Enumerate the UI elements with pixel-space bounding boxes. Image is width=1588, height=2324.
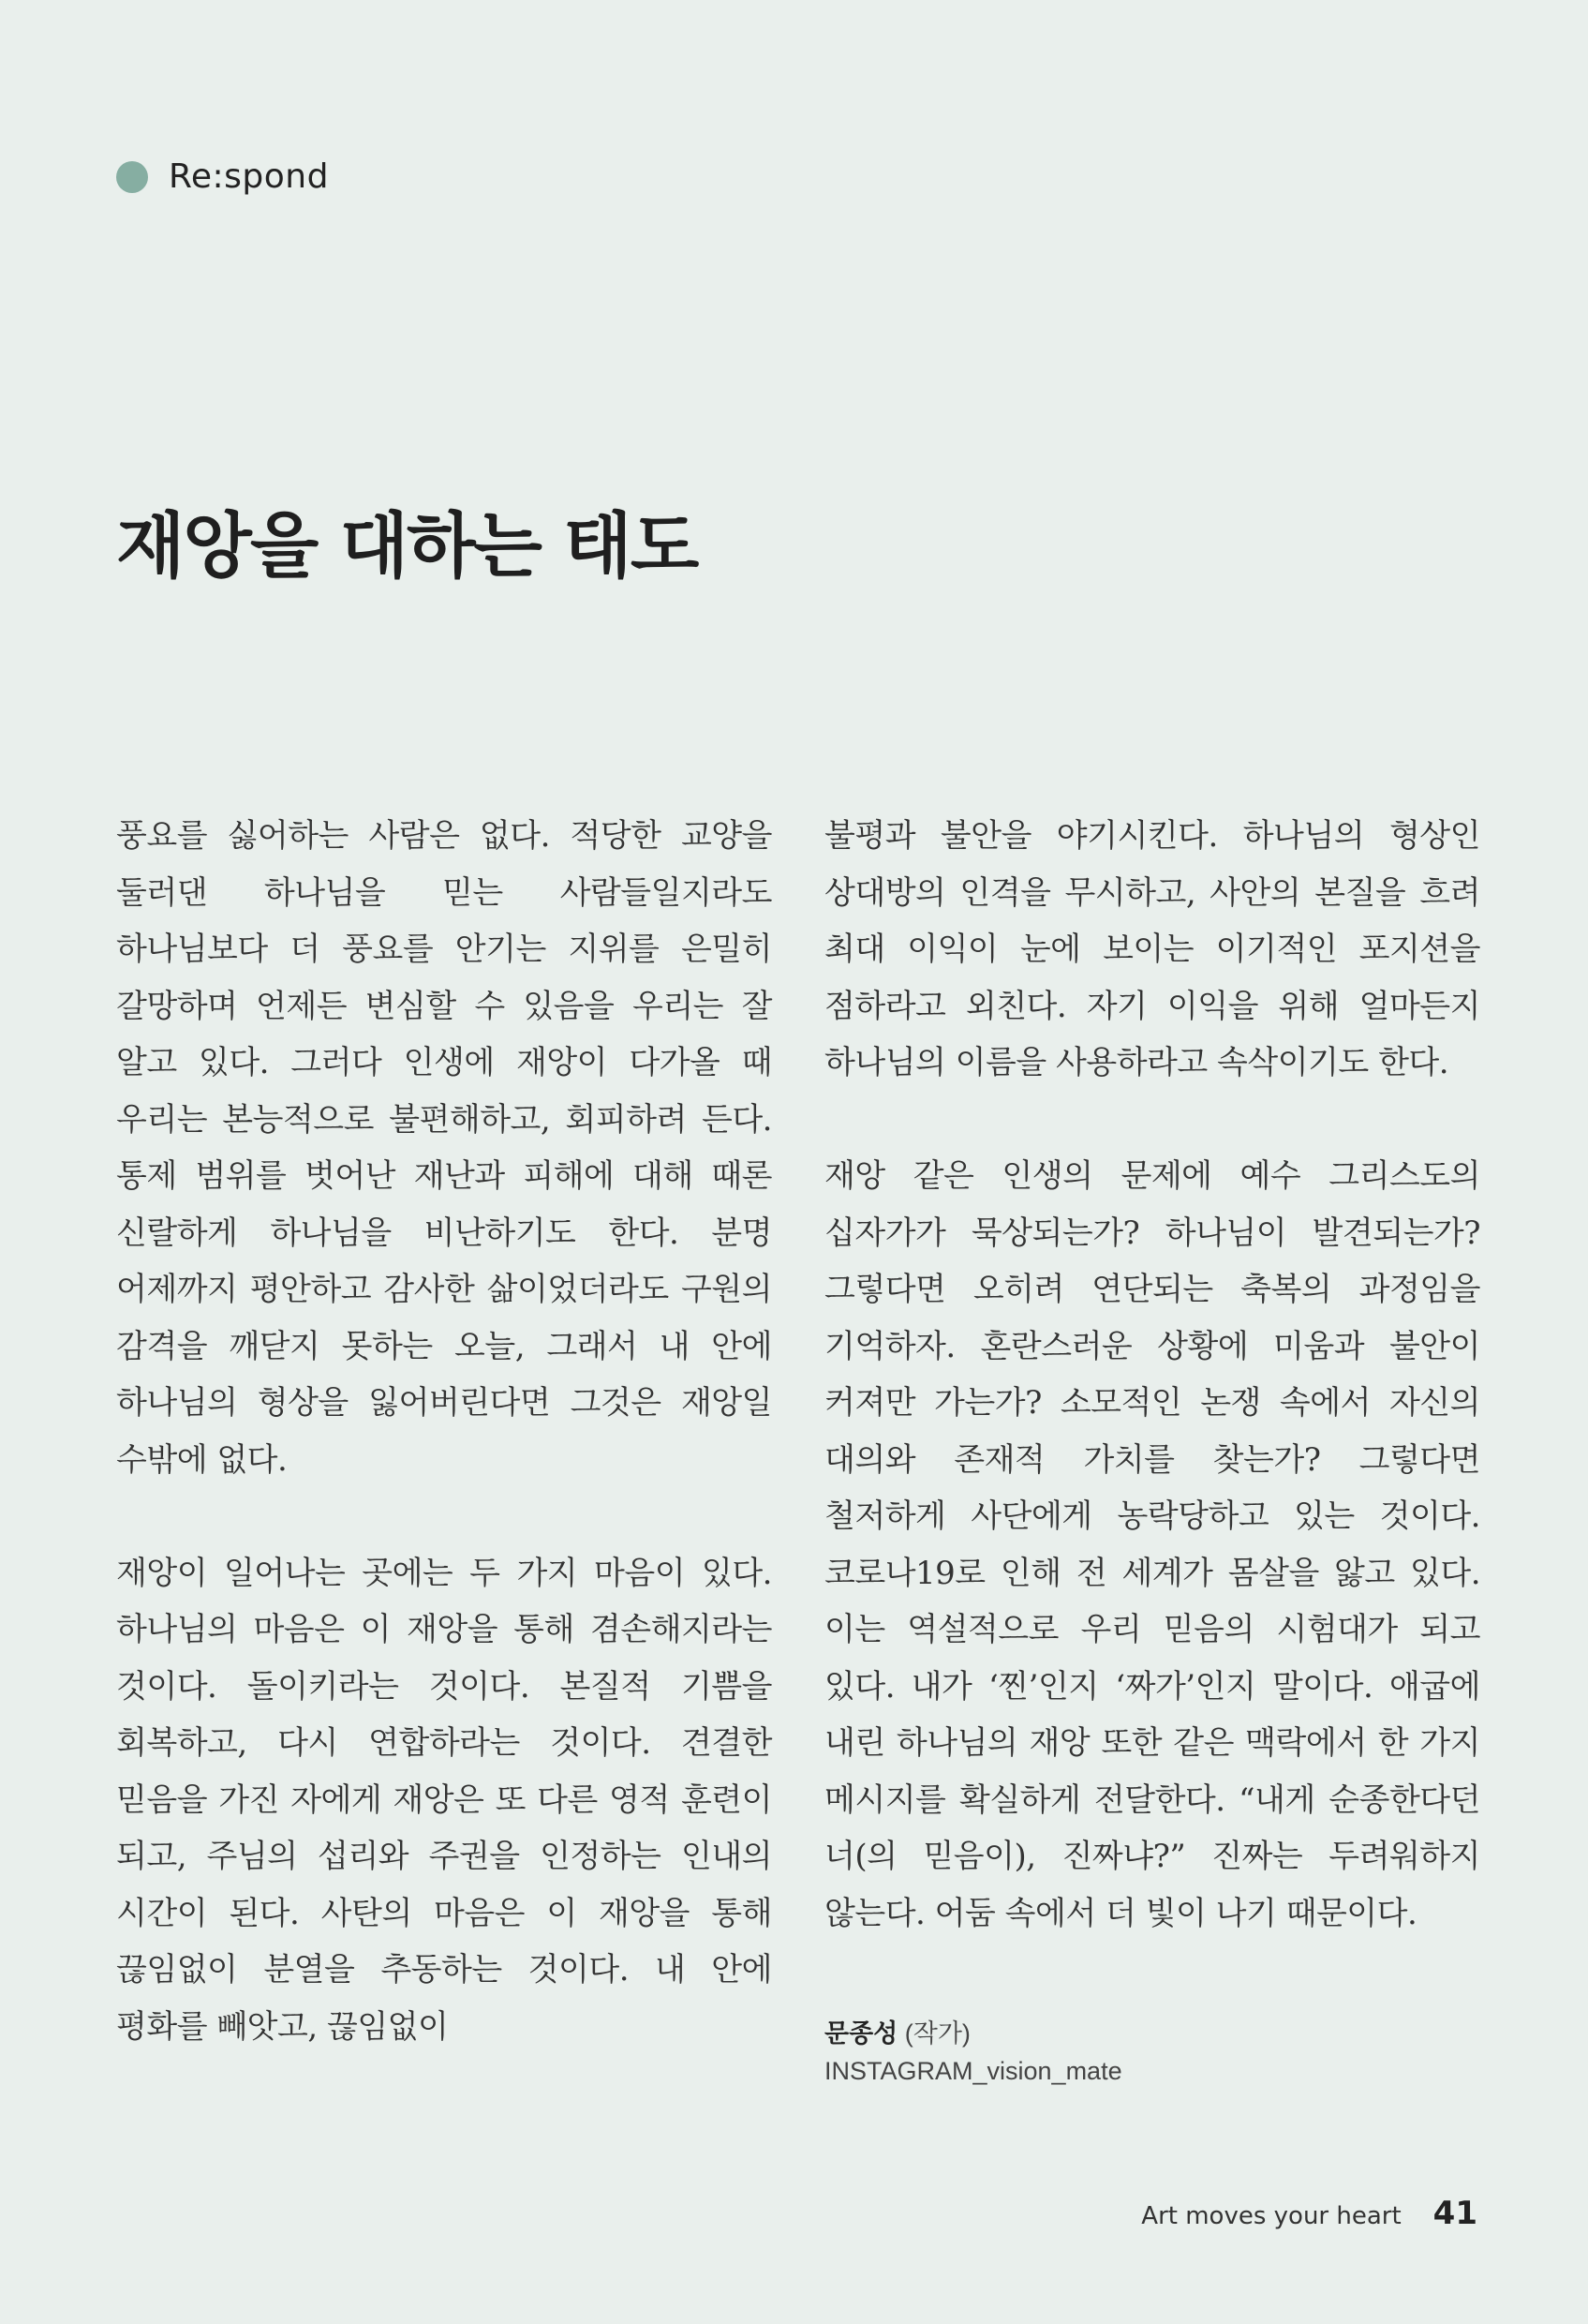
paragraph: 풍요를 싫어하는 사람은 없다. 적당한 교양을 둘러댄 하나님을 믿는 사람들일지라도 하나님보다 더 풍요를 안기는 지위를 은밀히 갈망하며 언제든 변심할 수 있음을 우리는 잘 알고 있다. 그러다 인생에 재앙이 다가올 때 우리는 본능적으로 불편해하고, 회피하려 든다. 통제 범위를 벗어난 재난과 피해에 대해 때론 신랄하게 하나님을 비난하기도 한다. 분명 어제까지 평안하고 감사한 삶이었더라도 구원의 감격을 깨닫지 못하는 오늘, 그래서 내 안에 하나님의 형상을 잃어버린다면 그것은 재앙일 수밖에 없다.	[116, 817, 772, 1479]
section-label: Re:spond	[169, 157, 329, 196]
author-instagram: INSTAGRAM_vision_mate	[824, 2057, 1122, 2085]
author-name: 문종성	[824, 2019, 898, 2048]
left-column	[116, 808, 772, 2055]
paragraph: 재앙 같은 인생의 문제에 예수 그리스도의 십자가가 묵상되는가? 하나님이 발견되는가? 그렇다면 오히려 연단되는 축복의 과정임을 기억하자. 혼란스러운 상황에 미움과 불안이 커져만 가는가? 소모적인 논쟁 속에서 자신의 대의와 존재적 가치를 찾는가? 그렇다면 철저하게 사단에게 농락당하고 있는 것이다. 코로나19로 인해 전 세계가 몸살을 앓고 있다. 이는 역설적으로 우리 믿음의 시험대가 되고 있다. 내가 ‘찐’인지 ‘짜가’인지 말이다. 애굽에 내린 하나님의 재앙 또한 같은 맥락에서 한 가지 메시지를 확실하게 전달한다. “내게 순종한다던 너(의 믿음이), 진짜냐?” 진짜는 두려워하지 않는다. 어둠 속에서 더 빛이 나기 때문이다.	[824, 1157, 1480, 1932]
footer-slogan: Art moves your heart	[1141, 2202, 1402, 2230]
paragraph: 재앙이 일어나는 곳에는 두 가지 마음이 있다. 하나님의 마음은 이 재앙을 통해 겸손해지라는 것이다. 돌이키라는 것이다. 본질적 기쁨을 회복하고, 다시 연합하라는 것이다. 견결한 믿음을 가진 자에게 재앙은 또 다른 영적 훈련이 되고, 주님의 섭리와 주권을 인정하는 인내의 시간이 된다. 사탄의 마음은 이 재앙을 통해 끊임없이 분열을 추동하는 것이다. 내 안에 평화를 빼앗고, 끊임없이	[116, 1554, 772, 2046]
author-credit	[824, 2015, 1122, 2090]
author-line	[824, 2015, 1122, 2052]
section-dot-icon	[116, 161, 148, 193]
article-title: 재앙을 대하는 태도	[116, 504, 698, 588]
page-number: 41	[1432, 2195, 1477, 2232]
section-tag	[116, 157, 329, 196]
page-footer	[1141, 2195, 1477, 2232]
right-column	[824, 808, 1480, 1942]
paragraph: 불평과 불안을 야기시킨다. 하나님의 형상인 상대방의 인격을 무시하고, 사안의 본질을 흐려 최대 이익이 눈에 보이는 이기적인 포지션을 점하라고 외친다. 자기 이익을 위해 얼마든지 하나님의 이름을 사용하라고 속삭이기도 한다.	[824, 817, 1480, 1081]
author-role: (작가)	[904, 2019, 971, 2048]
